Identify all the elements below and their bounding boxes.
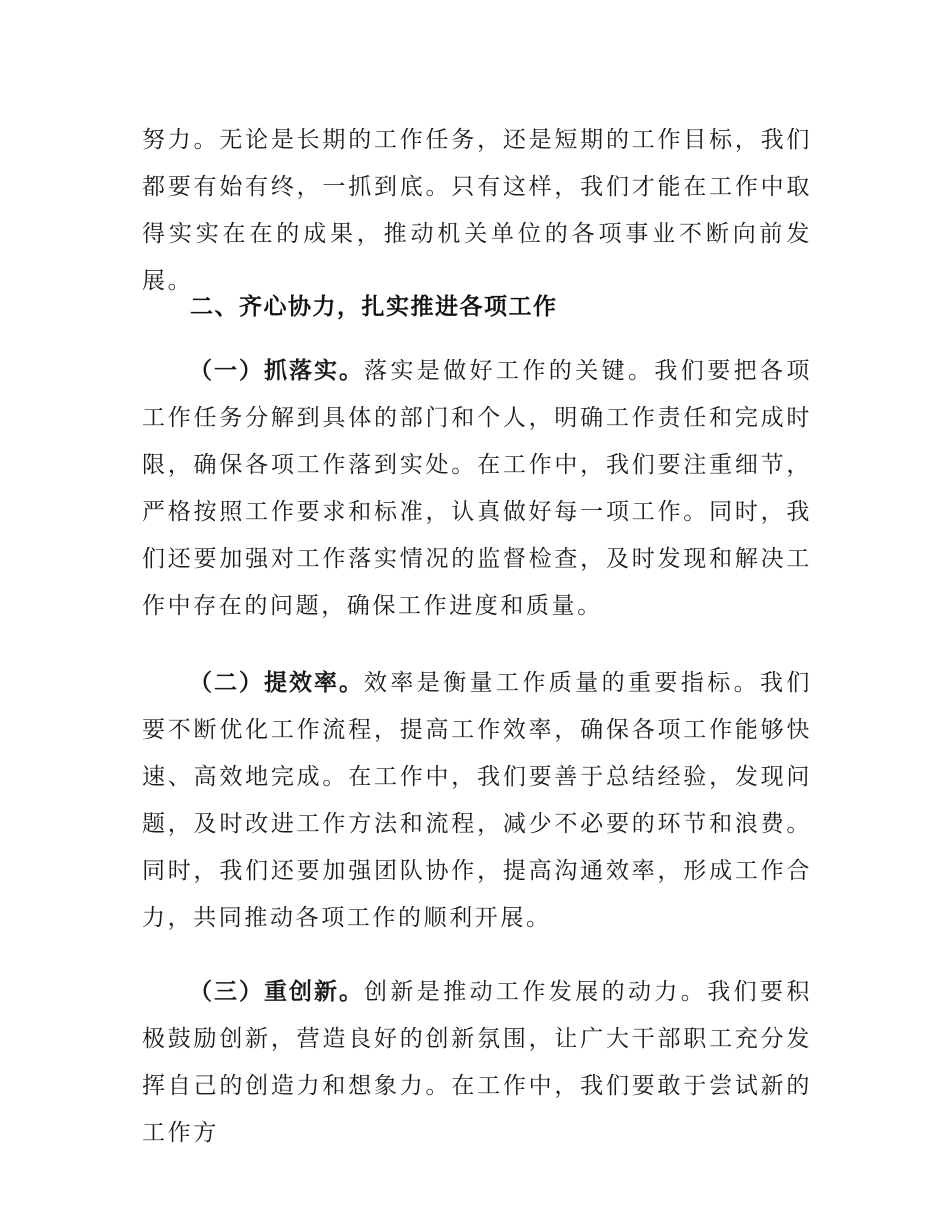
paragraph-lead: （三）重创新。 <box>189 979 364 1005</box>
paragraph-text: 努力。无论是长期的工作任务，还是短期的工作目标，我们都要有始有终，一抓到底。只有这样，我们才能在工作中取得实实在在的成果，推动机关单位的各项事业不断向前发展。 <box>142 127 812 294</box>
paragraph-text: 效率是衡量工作质量的重要指标。我们要不断优化工作流程，提高工作效率，确保各项工作能够快速、高效地完成。在工作中，我们要善于总结经验，发现问题，及时改进工作方法和流程，减少不必要的环节和浪费。同时，我们还要加强团队协作，提高沟通效率，形成工作合力，共同推动各项工作的顺利开展。 <box>142 670 812 931</box>
paragraph-text: 落实是做好工作的关键。我们要把各项工作任务分解到具体的部门和个人，明确工作责任和完成时限，确保各项工作落到实处。在工作中，我们要注重细节，严格按照工作要求和标准，认真做好每一项工作。同时，我们还要加强对工作落实情况的监督检查，及时发现和解决工作中存在的问题，确保工作进度和质量。 <box>142 358 812 619</box>
paragraph-innovation <box>142 969 812 1157</box>
paragraph-lead: （二）提效率。 <box>189 670 364 696</box>
paragraph-text: 创新是推动工作发展的动力。我们要积极鼓励创新，营造良好的创新氛围，让广大干部职工充分发挥自己的创造力和想象力。在工作中，我们要敢于尝试新的工作方 <box>142 979 812 1146</box>
paragraph-lead: （一）抓落实。 <box>189 358 364 384</box>
paragraph-intro <box>142 117 812 305</box>
paragraph-efficiency <box>142 660 812 942</box>
section-heading: 二、齐心协力，扎实推进各项工作 <box>190 294 558 320</box>
paragraph-implementation <box>142 348 812 630</box>
